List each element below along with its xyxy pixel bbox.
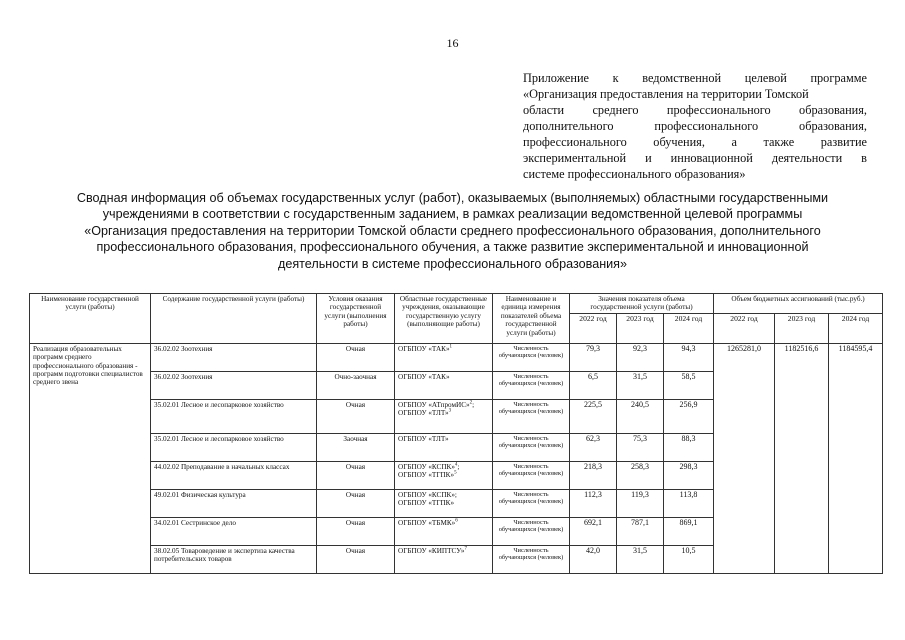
page-number: 16 [446,36,459,50]
appendix-line: области среднего профессионального образования, [523,103,867,117]
header-indicator: Наименование и единица измерения показателей объема государственной услуги (работы) [493,294,570,344]
institution-cell: ОГБПОУ «АТпромИС»$^2$; ОГБПОУ «ТЛТ»$^3$ [395,399,493,433]
header-institutions: Областные государственные учреждения, оказывающие государственную услугу (выполняющие работы) [395,294,493,344]
header-year: 2024 год [664,313,714,343]
header-year: 2024 год [829,313,883,343]
condition-cell: Очная [317,461,395,489]
budget-cell: 1184595,4 [829,343,883,573]
header-indicator-values: Значения показателя объема государственной услуги (работы) [570,294,714,314]
value-cell: 298,3 [664,461,714,489]
value-cell: 787,1 [617,517,664,545]
unit-cell: Численность обучающихся (человек) [493,545,570,573]
content-cell: 44.02.02 Преподавание в начальных классах [151,461,317,489]
value-cell: 225,5 [570,399,617,433]
value-cell: 75,3 [617,433,664,461]
header-conditions: Условия оказания государственной услуги (выполнения работы) [317,294,395,344]
value-cell: 113,8 [664,489,714,517]
condition-cell: Заочная [317,433,395,461]
header-service-name: Наименование государственной услуги (работы) [30,294,151,344]
value-cell: 256,9 [664,399,714,433]
budget-cell: 1265281,0 [714,343,775,573]
condition-cell: Очная [317,517,395,545]
value-cell: 31,5 [617,371,664,399]
header-service-content: Содержание государственной услуги (работы) [151,294,317,344]
appendix-line: системе профессионального образования» [523,167,746,181]
services-table [29,293,883,574]
institution-cell: ОГБПОУ «КСПК»$^4$; ОГБПОУ «ТГПК»$^5$ [395,461,493,489]
value-cell: 240,5 [617,399,664,433]
content-cell: 38.02.05 Товароведение и экспертиза качества потребительских товаров [151,545,317,573]
value-cell: 42,0 [570,545,617,573]
value-cell: 58,5 [664,371,714,399]
value-cell: 94,3 [664,343,714,371]
header-year: 2023 год [617,313,664,343]
appendix-line: Приложение к ведомственной целевой программе [523,71,867,85]
header-budget: Объем бюджетных ассигнований (тыс.руб.) [714,294,883,314]
appendix-line: экспериментальной и инновационной деятельности в [523,151,867,165]
content-cell: 36.02.02 Зоотехния [151,343,317,371]
condition-cell: Очная [317,399,395,433]
institution-cell: ОГБПОУ «ТАК» [395,371,493,399]
value-cell: 31,5 [617,545,664,573]
summary-title: Сводная информация об объемах государственных услуг (работ), оказываемых (выполняемых) областными государственными учреждениями в соответствии с государственным заданием, в рамках реализации ведомственной целевой программы «Организация предоставления на территории Томской области среднего профессионального образования, дополнительного профессионального образования, профессионального обучения, а также развитие экспериментальной и инновационной деятельности в системе профессионального образования» [76,191,829,271]
unit-cell: Численность обучающихся (человек) [493,399,570,433]
condition-cell: Очная [317,489,395,517]
institution-cell: ОГБПОУ «КИПТСУ»$^7$ [395,545,493,573]
institution-cell: ОГБПОУ «ТБМК»$^6$ [395,517,493,545]
value-cell: 10,5 [664,545,714,573]
value-cell: 692,1 [570,517,617,545]
condition-cell: Очная [317,545,395,573]
content-cell: 36.02.02 Зоотехния [151,371,317,399]
content-cell: 49.02.01 Физическая культура [151,489,317,517]
value-cell: 62,3 [570,433,617,461]
institution-cell: ОГБПОУ «КСПК»; ОГБПОУ «ТГПК» [395,489,493,517]
institution-cell: ОГБПОУ «ТАК»$^1$ [395,343,493,371]
value-cell: 869,1 [664,517,714,545]
value-cell: 88,3 [664,433,714,461]
appendix-note [523,70,867,182]
appendix-line: дополнительного профессионального образования, [523,119,867,133]
unit-cell: Численность обучающихся (человек) [493,517,570,545]
condition-cell: Очная [317,343,395,371]
header-year: 2022 год [570,313,617,343]
header-year: 2022 год [714,313,775,343]
value-cell: 92,3 [617,343,664,371]
value-cell: 112,3 [570,489,617,517]
institution-cell: ОГБПОУ «ТЛТ» [395,433,493,461]
value-cell: 218,3 [570,461,617,489]
unit-cell: Численность обучающихся (человек) [493,433,570,461]
unit-cell: Численность обучающихся (человек) [493,489,570,517]
value-cell: 79,3 [570,343,617,371]
value-cell: 258,3 [617,461,664,489]
service-name-cell: Реализация образовательных программ среднего профессионального образования - программ подготовки специалистов среднего звена [30,343,151,573]
condition-cell: Очно-заочная [317,371,395,399]
unit-cell: Численность обучающихся (человек) [493,461,570,489]
unit-cell: Численность обучающихся (человек) [493,343,570,371]
budget-cell: 1182516,6 [775,343,829,573]
content-cell: 34.02.01 Сестринское дело [151,517,317,545]
value-cell: 6,5 [570,371,617,399]
value-cell: 119,3 [617,489,664,517]
header-year: 2023 год [775,313,829,343]
content-cell: 35.02.01 Лесное и лесопарковое хозяйство [151,399,317,433]
table-row [30,343,883,371]
appendix-line: профессионального обучения, а также развитие [523,135,867,149]
content-cell: 35.02.01 Лесное и лесопарковое хозяйство [151,433,317,461]
unit-cell: Численность обучающихся (человек) [493,371,570,399]
appendix-line: «Организация предоставления на территории Томской [523,87,809,101]
